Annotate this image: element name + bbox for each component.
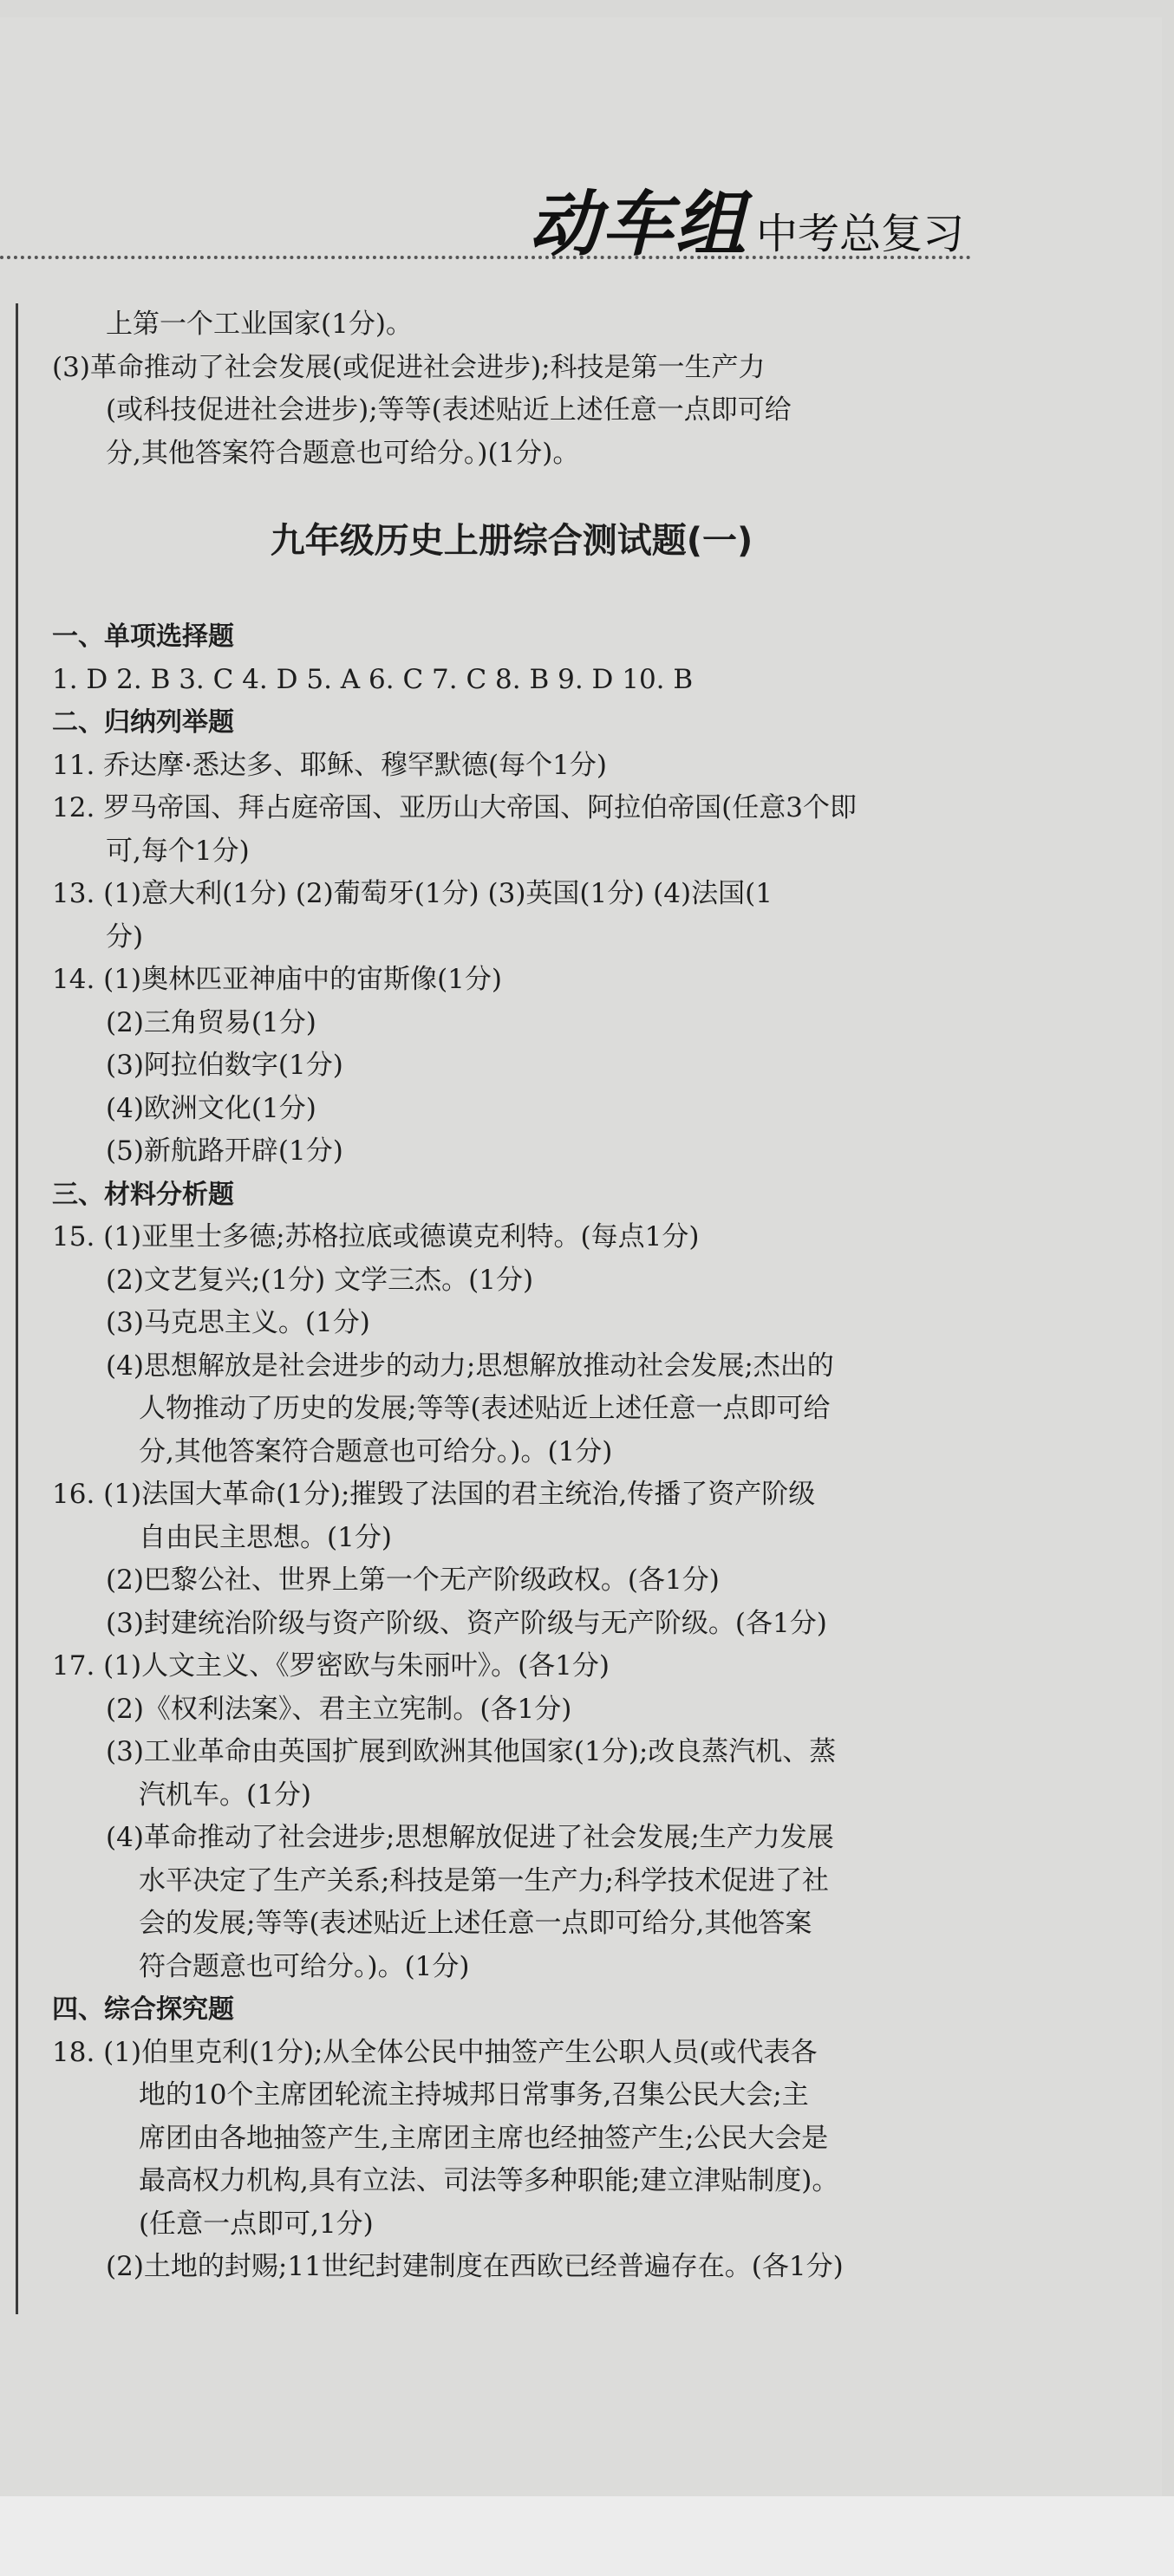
answer-line: (2)《权利法案》、君主立宪制。(各1分) [106, 1693, 572, 1725]
answer-line: 符合题意也可给分。)。(1分) [139, 1950, 470, 1982]
answer-line: (4)欧洲文化(1分) [106, 1092, 316, 1124]
answer-line: (5)新航路开辟(1分) [106, 1135, 343, 1167]
page-margin [0, 2496, 1174, 2576]
answer-line: 人物推动了历史的发展;等等(表述贴近上述任意一点即可给 [139, 1393, 831, 1424]
answer-line: 12. 罗马帝国、拜占庭帝国、亚历山大帝国、阿拉伯帝国(任意3个即 [52, 792, 857, 823]
answer-line: 18. (1)伯里克利(1分);从全体公民中抽签产生公职人员(或代表各 [52, 2036, 818, 2068]
section-heading: 一、单项选择题 [52, 621, 234, 652]
answer-line: (3)阿拉伯数字(1分) [106, 1050, 343, 1081]
brand-logo-text: 动车组 [529, 183, 747, 266]
left-margin-rule [16, 303, 18, 2314]
answer-line: 可,每个1分) [106, 835, 250, 867]
answer-line: 分,其他答案符合题意也可给分。)。(1分) [139, 1435, 613, 1467]
answer-key-line: 1. D 2. B 3. C 4. D 5. A 6. C 7. C 8. B 9. D 10. B [52, 663, 694, 695]
answer-line: 地的10个主席团轮流主持城邦日常事务,召集公民大会;主 [139, 2079, 809, 2111]
text-line: 上第一个工业国家(1分)。 [106, 309, 413, 340]
answer-line: 16. (1)法国大革命(1分);摧毁了法国的君主统治,传播了资产阶级 [52, 1479, 816, 1510]
answer-line: (3)马克思主义。(1分) [106, 1307, 370, 1338]
text-line: (3)革命推动了社会发展(或促进社会进步);科技是第一生产力 [52, 351, 766, 383]
answer-line: 分) [106, 920, 144, 953]
section-heading: 三、材料分析题 [52, 1179, 234, 1210]
section-heading: 四、综合探究题 [52, 1994, 234, 2025]
answer-line: 11. 乔达摩·悉达多、耶稣、穆罕默德(每个1分) [52, 749, 607, 781]
answer-content [52, 303, 971, 2289]
brand-title: 中考总复习 [756, 210, 965, 258]
answer-line: 水平决定了生产关系;科技是第一生产力;科学技术促进了社 [139, 1864, 829, 1896]
answer-line: (4)革命推动了社会进步;思想解放促进了社会发展;生产力发展 [106, 1822, 834, 1853]
header-divider [0, 256, 971, 259]
section-heading: 二、归纳列举题 [52, 707, 234, 738]
answer-line: 自由民主思想。(1分) [139, 1521, 392, 1553]
answer-line: 最高权力机构,具有立法、司法等多种职能;建立津贴制度)。 [139, 2165, 839, 2196]
text-line: (或科技促进社会进步);等等(表述贴近上述任意一点即可给 [106, 394, 792, 426]
answer-line: 17. (1)人文主义、《罗密欧与朱丽叶》。(各1分) [52, 1650, 610, 1682]
brand-header [529, 182, 965, 266]
answer-line: 14. (1)奥林匹亚神庙中的宙斯像(1分) [52, 964, 502, 995]
answer-line: (2)文艺复兴;(1分) 文学三杰。(1分) [106, 1264, 534, 1296]
answer-line: 13. (1)意大利(1分) (2)葡萄牙(1分) (3)英国(1分) (4)法国(1 [52, 878, 773, 909]
answer-line: (2)三角贸易(1分) [106, 1006, 316, 1038]
page-title: 九年级历史上册综合测试题(一) [270, 521, 753, 561]
answer-line: 汽机车。(1分) [139, 1779, 311, 1811]
answer-line: (任意一点即可,1分) [139, 2208, 374, 2240]
answer-line: 会的发展;等等(表述贴近上述任意一点即可给分,其他答案 [139, 1908, 812, 1939]
text-line: 分,其他答案符合题意也可给分。)(1分)。 [106, 437, 580, 469]
answer-line: (4)思想解放是社会进步的动力;思想解放推动社会发展;杰出的 [106, 1350, 834, 1382]
answer-line: (2)土地的封赐;11世纪封建制度在西欧已经普遍存在。(各1分) [106, 2251, 844, 2282]
answer-line: (2)巴黎公社、世界上第一个无产阶级政权。(各1分) [106, 1564, 720, 1596]
answer-line: 席团由各地抽签产生,主席团主席也经抽签产生;公民大会是 [139, 2122, 829, 2154]
answer-line: 15. (1)亚里士多德;苏格拉底或德谟克利特。(每点1分) [52, 1221, 700, 1252]
answer-line: (3)封建统治阶级与资产阶级、资产阶级与无产阶级。(各1分) [106, 1607, 827, 1639]
answer-line: (3)工业革命由英国扩展到欧洲其他国家(1分);改良蒸汽机、蒸 [106, 1736, 837, 1767]
